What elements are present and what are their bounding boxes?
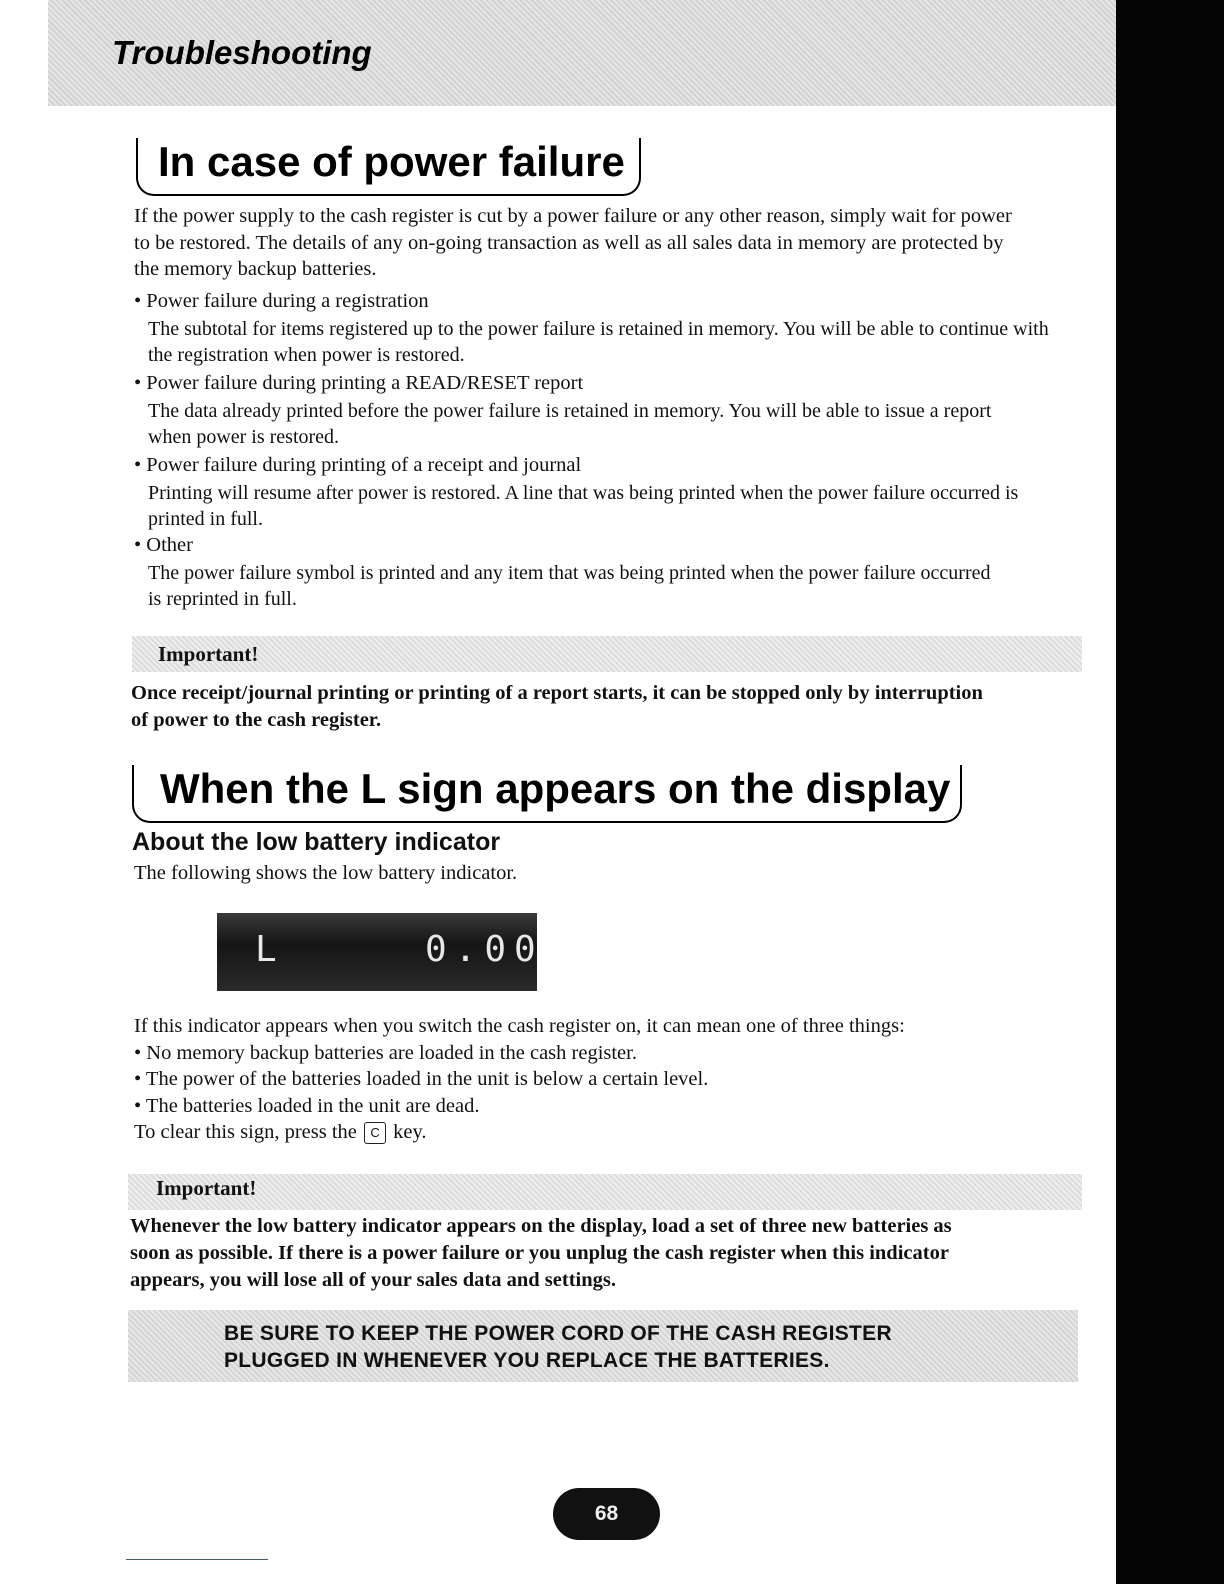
list-item: • The batteries loaded in the unit are dead. xyxy=(134,1094,480,1117)
subheading-low-battery: About the low battery indicator xyxy=(132,828,501,856)
body-line: The subtotal for items registered up to the power failure is retained in memory. You will be able to continue with xyxy=(148,318,1049,340)
body-line: the registration when power is restored. xyxy=(148,344,465,366)
body-line: The data already printed before the power failure is retained in memory. You will be able to issue a report xyxy=(148,400,992,422)
important-band xyxy=(132,636,1082,672)
important-label: Important! xyxy=(158,642,259,666)
intro-line: to be restored. The details of any on-going transaction as well as all sales data in memory are protected by xyxy=(134,231,1004,254)
page-number: 68 xyxy=(553,1488,660,1540)
lcd-display xyxy=(217,913,544,991)
body-line: when power is restored. xyxy=(148,426,340,448)
list-item-body xyxy=(148,316,1082,368)
header-title: Troubleshooting xyxy=(112,34,372,71)
important-line: appears, you will lose all of your sales data and settings. xyxy=(130,1269,616,1291)
page-edge-bar xyxy=(1116,0,1224,1584)
important-text xyxy=(131,680,1081,734)
list-item-head: • Other xyxy=(134,534,193,556)
list-item-head: • Power failure during printing a READ/RESET report xyxy=(134,372,584,394)
important-line: soon as possible. If there is a power failure or you unplug the cash register when this indicator xyxy=(130,1242,949,1264)
section-title-low-battery: When the L sign appears on the display xyxy=(132,765,962,823)
explain-line: If this indicator appears when you switch the cash register on, it can mean one of three things: xyxy=(134,1015,905,1037)
list-item-body xyxy=(148,560,1082,612)
clear-text-after: key. xyxy=(393,1121,427,1143)
clear-key-icon: C xyxy=(364,1122,386,1144)
power-failure-intro xyxy=(134,203,1082,283)
list-item-head: • Power failure during printing of a receipt and journal xyxy=(134,454,582,476)
list-item-body xyxy=(148,480,1082,532)
section-title-power-failure: In case of power failure xyxy=(136,138,641,196)
lcd-value: 0.00 xyxy=(425,929,544,970)
important-label: Important! xyxy=(156,1176,257,1200)
notice-line: BE SURE TO KEEP THE POWER CORD OF THE CASH REGISTER xyxy=(224,1322,892,1345)
clear-instruction xyxy=(134,1119,1082,1146)
body-line: printed in full. xyxy=(148,508,263,530)
intro-line: the memory backup batteries. xyxy=(134,258,377,280)
body-line: Printing will resume after power is restored. A line that was being printed when the power failure occurred is xyxy=(148,482,1019,504)
body-line: is reprinted in full. xyxy=(148,588,297,610)
notice-text xyxy=(224,1320,892,1374)
low-battery-explanation xyxy=(134,1013,1082,1146)
important-line: Once receipt/journal printing or printing of a report starts, it can be stopped only by interruption xyxy=(131,682,983,704)
notice-box xyxy=(128,1310,1078,1382)
footer-line xyxy=(126,1559,268,1560)
low-battery-intro: The following shows the low battery indicator. xyxy=(134,862,518,884)
important-line: Whenever the low battery indicator appears on the display, load a set of three new batteries as xyxy=(130,1215,952,1237)
lcd-low-battery-sign: L xyxy=(255,929,277,970)
important-text xyxy=(130,1213,1080,1294)
body-line: The power failure symbol is printed and any item that was being printed when the power failure occurred xyxy=(148,562,991,584)
clear-text-before: To clear this sign, press the xyxy=(134,1121,357,1143)
list-item: • No memory backup batteries are loaded in the cash register. xyxy=(134,1041,637,1064)
important-band xyxy=(128,1174,1082,1210)
list-item-head: • Power failure during a registration xyxy=(134,290,429,312)
intro-line: If the power supply to the cash register is cut by a power failure or any other reason, simply wait for power xyxy=(134,205,1012,227)
list-item-body xyxy=(148,398,1082,450)
notice-line: PLUGGED IN WHENEVER YOU REPLACE THE BATTERIES. xyxy=(224,1349,830,1372)
important-line: of power to the cash register. xyxy=(131,709,382,731)
list-item: • The power of the batteries loaded in the unit is below a certain level. xyxy=(134,1068,709,1090)
